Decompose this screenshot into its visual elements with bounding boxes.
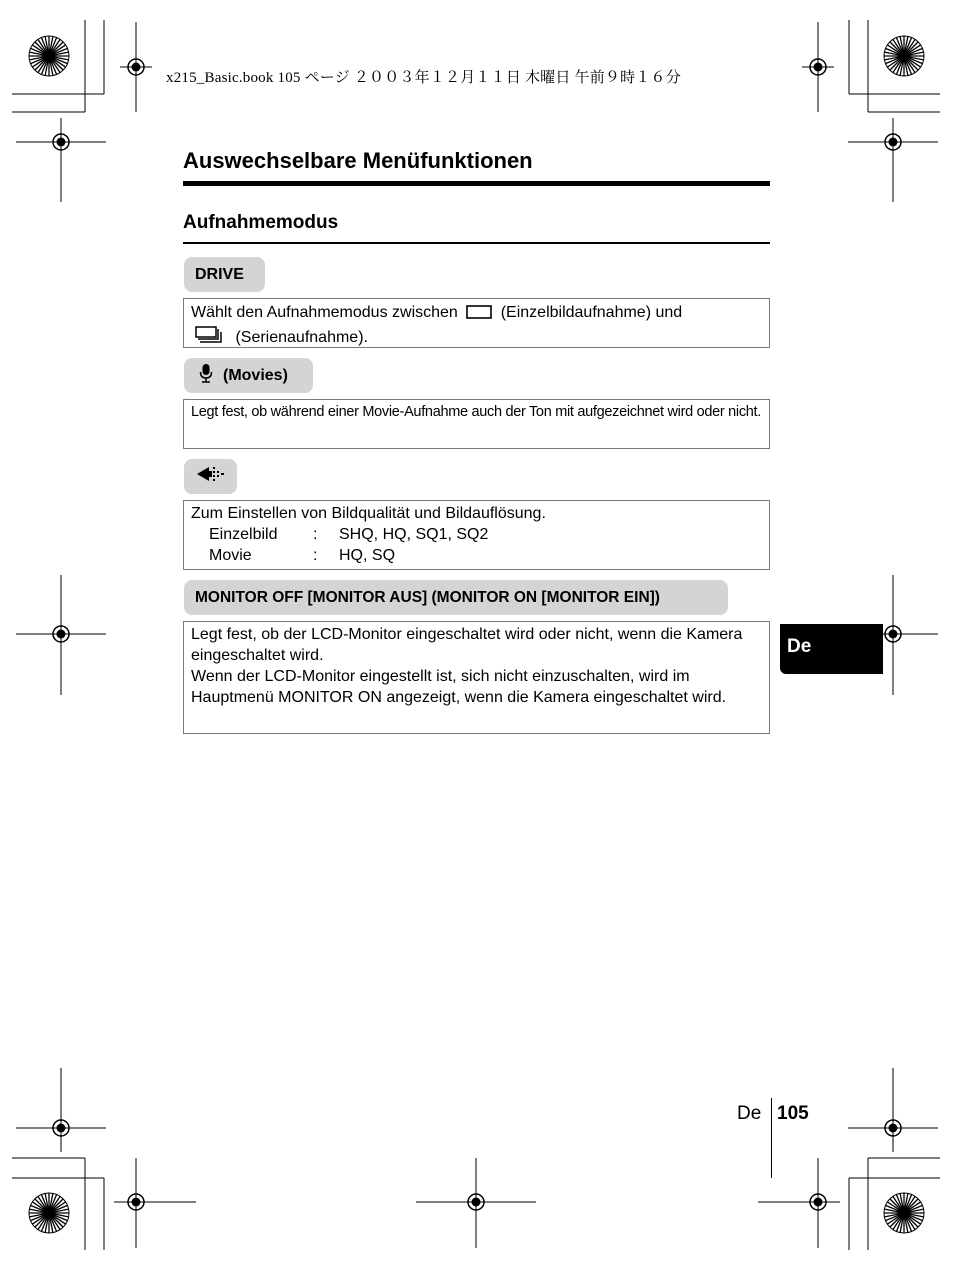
section-rule xyxy=(183,242,770,244)
drive-tab xyxy=(184,257,265,292)
movies-tab-label: (Movies) xyxy=(223,366,288,384)
quality-row-value: HQ, SQ xyxy=(339,547,396,564)
single-frame-icon xyxy=(462,301,496,325)
drive-text-2: (Einzelbildaufnahme) und xyxy=(500,304,683,322)
monitor-text-2: Wenn der LCD-Monitor eingestellt ist, sich nicht einzuschalten, wird im Hauptmenü MONITOR ON angezeigt, wenn die Kamera eingeschaltet wird. xyxy=(191,668,727,706)
footer-divider xyxy=(771,1098,772,1178)
movies-text: Legt fest, ob während einer Movie-Aufnahme auch der Ton mit aufgezeichnet wird oder nicht. xyxy=(191,404,761,420)
record-mode-icon xyxy=(196,464,226,489)
movies-description xyxy=(183,399,770,449)
title-rule xyxy=(183,181,770,186)
quality-row-label: Movie xyxy=(209,547,252,564)
quality-row-label: Einzelbild xyxy=(209,526,278,543)
drive-text-1: Wählt den Aufnahmemodus zwischen xyxy=(191,304,458,322)
print-header: x215_Basic.book 105 ページ ２００３年１２月１１日 木曜日 午前９時１６分 xyxy=(166,70,681,86)
drive-text-3: (Serienaufnahme). xyxy=(235,329,368,347)
record-mode-tab xyxy=(184,459,237,494)
section-title: Aufnahmemodus xyxy=(183,212,339,233)
quality-row-value: SHQ, HQ, SQ1, SQ2 xyxy=(339,526,489,543)
monitor-tab-label: MONITOR OFF [MONITOR AUS] (MONITOR ON [MONITOR EIN]) xyxy=(195,588,660,606)
sequential-shooting-icon xyxy=(191,325,231,351)
record-mode-intro: Zum Einstellen von Bildqualität und Bildauflösung. xyxy=(191,505,546,522)
monitor-tab xyxy=(184,580,728,615)
page-number: 105 xyxy=(777,1103,809,1124)
footer-language: De xyxy=(737,1103,762,1124)
microphone-icon xyxy=(198,363,214,388)
quality-row xyxy=(191,545,762,566)
movies-tab xyxy=(184,358,313,393)
quality-row-sep: : xyxy=(313,547,318,564)
drive-description xyxy=(183,298,770,348)
quality-row-sep: : xyxy=(313,526,318,543)
drive-tab-label: DRIVE xyxy=(195,265,244,283)
record-mode-description xyxy=(183,500,770,570)
page-title: Auswechselbare Menüfunktionen xyxy=(183,148,533,173)
language-side-tab-label: De xyxy=(787,636,812,657)
quality-row xyxy=(191,524,762,545)
monitor-text-1: Legt fest, ob der LCD-Monitor eingeschaltet wird oder nicht, wenn die Kamera eingeschaltet wird. xyxy=(191,626,743,664)
language-side-tab xyxy=(780,624,883,674)
monitor-description xyxy=(183,621,770,734)
